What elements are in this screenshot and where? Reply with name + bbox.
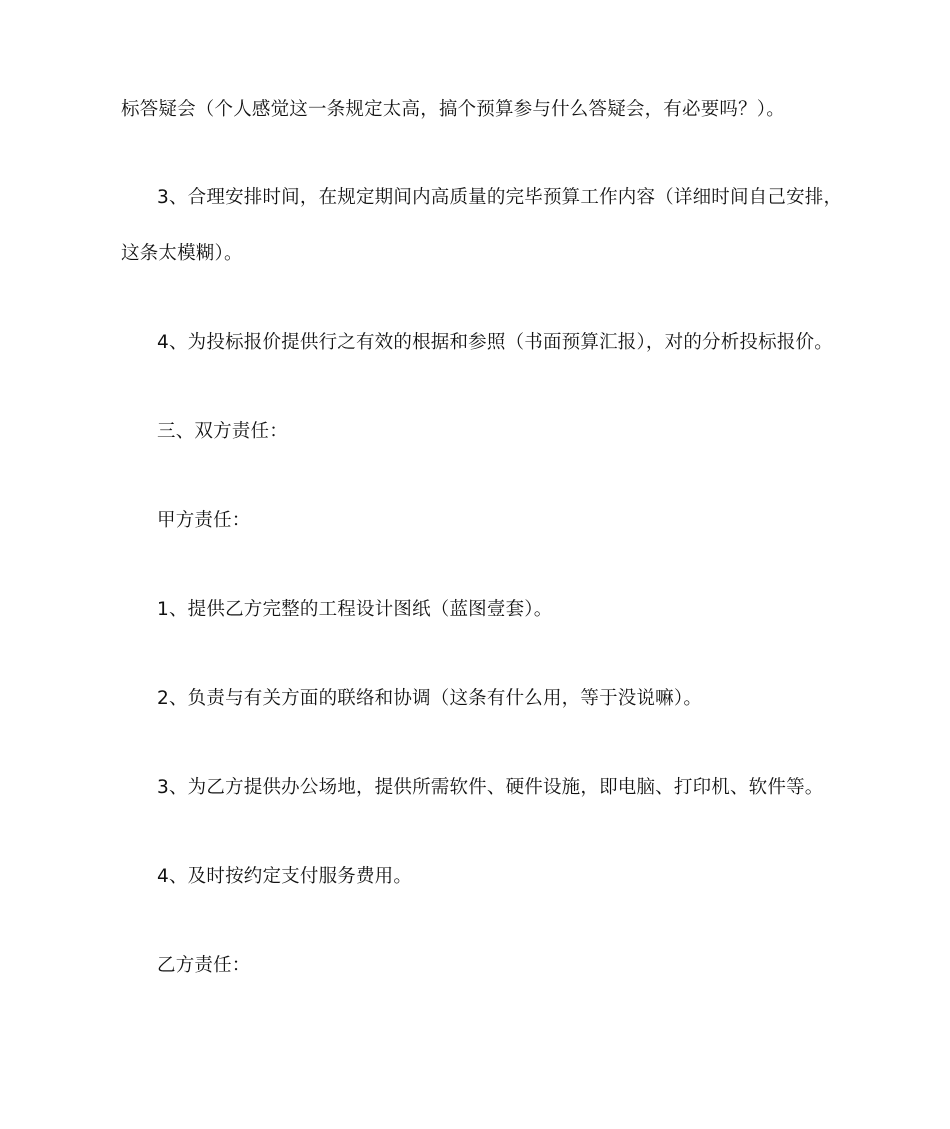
list-item-party-a-1: 1、提供乙方完整的工程设计图纸（蓝图壹套）。 <box>157 599 553 620</box>
subheading-party-b: 乙方责任： <box>157 955 251 976</box>
paragraph-line-schedule-time: 3、合理安排时间，在规定期间内高质量的完毕预算工作内容（详细时间自己安排， <box>157 187 843 208</box>
paragraph-line-answering-session: 标答疑会（个人感觉这一条规定太高，搞个预算参与什么答疑会，有必要吗？）。 <box>121 99 785 120</box>
paragraph-line-bid-pricing: 4、为投标报价提供行之有效的根据和参照（书面预算汇报），对的分析投标报价。 <box>157 332 833 353</box>
section-heading-responsibilities: 三、双方责任： <box>157 421 288 442</box>
list-item-party-a-4: 4、及时按约定支付服务费用。 <box>157 866 413 887</box>
subheading-party-a: 甲方责任： <box>157 510 251 531</box>
list-item-party-a-2: 2、负责与有关方面的联络和协调（这条有什么用，等于没说嘛）。 <box>157 688 703 709</box>
paragraph-line-schedule-time-cont: 这条太模糊）。 <box>121 243 243 264</box>
list-item-party-a-3: 3、为乙方提供办公场地，提供所需软件、硬件设施，即电脑、打印机、软件等。 <box>157 777 824 798</box>
